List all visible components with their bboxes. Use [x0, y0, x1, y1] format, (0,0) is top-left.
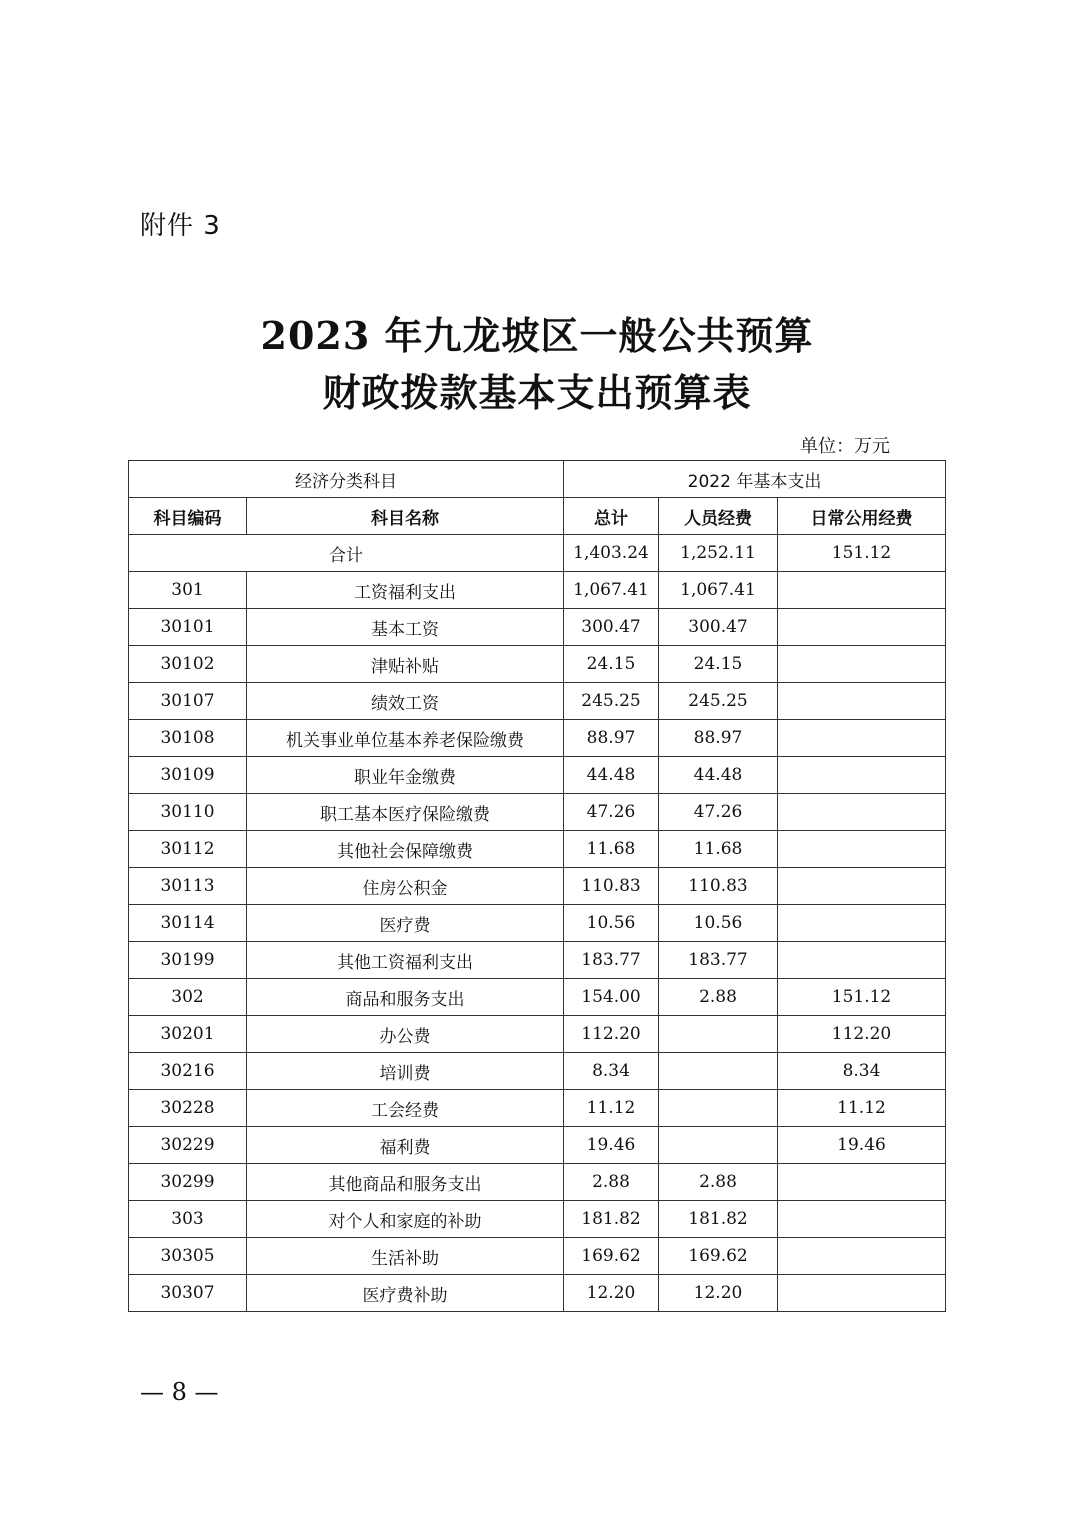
row-public — [778, 942, 946, 979]
row-name: 机关事业单位基本养老保险缴费 — [247, 720, 564, 757]
row-total: 169.62 — [564, 1238, 659, 1275]
row-total: 1,067.41 — [564, 572, 659, 609]
row-code: 30114 — [129, 905, 247, 942]
total-label: 合计 — [129, 535, 564, 572]
column-header-name: 科目名称 — [247, 498, 564, 535]
row-code: 30229 — [129, 1127, 247, 1164]
total-public: 151.12 — [778, 535, 946, 572]
column-header-code: 科目编码 — [129, 498, 247, 535]
row-public — [778, 609, 946, 646]
table-row — [129, 572, 946, 609]
row-total: 300.47 — [564, 609, 659, 646]
table-row — [129, 1238, 946, 1275]
row-code: 30102 — [129, 646, 247, 683]
row-code: 30107 — [129, 683, 247, 720]
row-public — [778, 683, 946, 720]
row-code: 30110 — [129, 794, 247, 831]
row-personnel: 24.15 — [659, 646, 778, 683]
table-row — [129, 942, 946, 979]
row-code: 30108 — [129, 720, 247, 757]
row-public — [778, 572, 946, 609]
budget-table — [128, 460, 946, 1312]
table-row — [129, 646, 946, 683]
row-personnel: 12.20 — [659, 1275, 778, 1312]
group-header-row — [129, 461, 946, 498]
row-name: 工会经费 — [247, 1090, 564, 1127]
row-public — [778, 646, 946, 683]
row-total: 8.34 — [564, 1053, 659, 1090]
row-personnel: 2.88 — [659, 979, 778, 1016]
row-personnel: 1,067.41 — [659, 572, 778, 609]
table-row — [129, 794, 946, 831]
row-code: 30228 — [129, 1090, 247, 1127]
row-total: 245.25 — [564, 683, 659, 720]
row-personnel: 47.26 — [659, 794, 778, 831]
table-row — [129, 609, 946, 646]
row-name: 医疗费补助 — [247, 1275, 564, 1312]
table-row — [129, 905, 946, 942]
document-title-line1: 2023 年九龙坡区一般公共预算 — [260, 313, 814, 358]
document-title-line2: 财政拨款基本支出预算表 — [322, 370, 752, 415]
row-personnel: 88.97 — [659, 720, 778, 757]
row-public — [778, 794, 946, 831]
row-total: 154.00 — [564, 979, 659, 1016]
row-total: 24.15 — [564, 646, 659, 683]
row-code: 30109 — [129, 757, 247, 794]
row-code: 30112 — [129, 831, 247, 868]
row-public: 8.34 — [778, 1053, 946, 1090]
row-public — [778, 720, 946, 757]
row-personnel: 245.25 — [659, 683, 778, 720]
row-name: 其他社会保障缴费 — [247, 831, 564, 868]
row-public — [778, 868, 946, 905]
row-name: 对个人和家庭的补助 — [247, 1201, 564, 1238]
row-public: 151.12 — [778, 979, 946, 1016]
total-total: 1,403.24 — [564, 535, 659, 572]
row-public — [778, 1238, 946, 1275]
attachment-label: 附件 3 — [140, 211, 221, 241]
table-row — [129, 720, 946, 757]
row-code: 303 — [129, 1201, 247, 1238]
row-total: 44.48 — [564, 757, 659, 794]
row-name: 生活补助 — [247, 1238, 564, 1275]
row-personnel — [659, 1053, 778, 1090]
row-public — [778, 905, 946, 942]
table-row — [129, 1275, 946, 1312]
row-code: 301 — [129, 572, 247, 609]
row-public — [778, 831, 946, 868]
row-total: 11.68 — [564, 831, 659, 868]
row-name: 职工基本医疗保险缴费 — [247, 794, 564, 831]
row-personnel: 44.48 — [659, 757, 778, 794]
row-personnel: 2.88 — [659, 1164, 778, 1201]
row-total: 47.26 — [564, 794, 659, 831]
row-code: 30216 — [129, 1053, 247, 1090]
row-personnel — [659, 1127, 778, 1164]
row-name: 职业年金缴费 — [247, 757, 564, 794]
row-public: 112.20 — [778, 1016, 946, 1053]
row-total: 110.83 — [564, 868, 659, 905]
row-code: 30101 — [129, 609, 247, 646]
table-row — [129, 683, 946, 720]
row-personnel: 110.83 — [659, 868, 778, 905]
row-name: 住房公积金 — [247, 868, 564, 905]
row-code: 30199 — [129, 942, 247, 979]
row-name: 津贴补贴 — [247, 646, 564, 683]
row-personnel: 181.82 — [659, 1201, 778, 1238]
row-personnel: 169.62 — [659, 1238, 778, 1275]
row-code: 30201 — [129, 1016, 247, 1053]
row-public: 19.46 — [778, 1127, 946, 1164]
row-name: 商品和服务支出 — [247, 979, 564, 1016]
group-header-basic-expenditure: 2022 年基本支出 — [564, 461, 946, 498]
row-code: 30299 — [129, 1164, 247, 1201]
row-name: 其他商品和服务支出 — [247, 1164, 564, 1201]
row-public — [778, 1164, 946, 1201]
column-header-personnel: 人员经费 — [659, 498, 778, 535]
table-row — [129, 1164, 946, 1201]
row-total: 10.56 — [564, 905, 659, 942]
group-header-economic-category: 经济分类科目 — [129, 461, 564, 498]
row-personnel: 300.47 — [659, 609, 778, 646]
table-row — [129, 1016, 946, 1053]
table-row — [129, 1090, 946, 1127]
table-row — [129, 831, 946, 868]
row-public — [778, 757, 946, 794]
column-header-row — [129, 498, 946, 535]
row-total: 12.20 — [564, 1275, 659, 1312]
row-total: 112.20 — [564, 1016, 659, 1053]
column-header-total: 总计 — [564, 498, 659, 535]
row-total: 183.77 — [564, 942, 659, 979]
row-code: 302 — [129, 979, 247, 1016]
row-name: 福利费 — [247, 1127, 564, 1164]
table-row — [129, 979, 946, 1016]
row-name: 绩效工资 — [247, 683, 564, 720]
row-name: 工资福利支出 — [247, 572, 564, 609]
row-name: 基本工资 — [247, 609, 564, 646]
row-total: 19.46 — [564, 1127, 659, 1164]
row-personnel — [659, 1016, 778, 1053]
row-personnel — [659, 1090, 778, 1127]
table-row — [129, 1053, 946, 1090]
row-name: 办公费 — [247, 1016, 564, 1053]
row-total: 181.82 — [564, 1201, 659, 1238]
row-code: 30307 — [129, 1275, 247, 1312]
row-personnel: 10.56 — [659, 905, 778, 942]
column-header-public: 日常公用经费 — [778, 498, 946, 535]
row-public — [778, 1275, 946, 1312]
row-public — [778, 1201, 946, 1238]
table-row — [129, 868, 946, 905]
row-total: 2.88 — [564, 1164, 659, 1201]
row-name: 其他工资福利支出 — [247, 942, 564, 979]
total-row — [129, 535, 946, 572]
row-code: 30113 — [129, 868, 247, 905]
table-row — [129, 1201, 946, 1238]
unit-label: 单位：万元 — [800, 436, 890, 457]
row-code: 30305 — [129, 1238, 247, 1275]
row-name: 医疗费 — [247, 905, 564, 942]
total-personnel: 1,252.11 — [659, 535, 778, 572]
row-personnel: 183.77 — [659, 942, 778, 979]
row-total: 11.12 — [564, 1090, 659, 1127]
table-row — [129, 757, 946, 794]
table-row — [129, 1127, 946, 1164]
row-public: 11.12 — [778, 1090, 946, 1127]
row-total: 88.97 — [564, 720, 659, 757]
row-personnel: 11.68 — [659, 831, 778, 868]
page-number: — 8 — — [140, 1378, 219, 1406]
row-name: 培训费 — [247, 1053, 564, 1090]
